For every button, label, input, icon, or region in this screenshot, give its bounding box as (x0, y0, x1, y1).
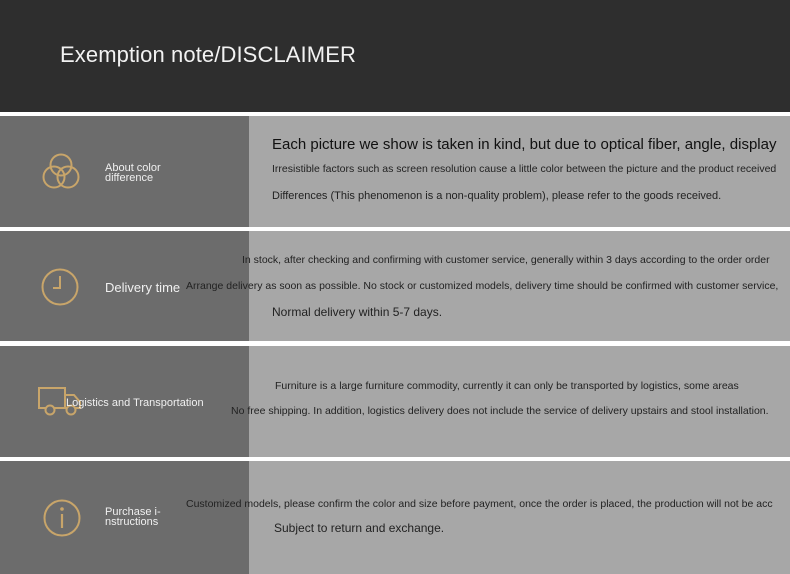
section-label: Logistics and Transportation (66, 397, 204, 409)
section-label: About color difference (105, 162, 161, 184)
section-color-difference (0, 116, 790, 227)
page-title: Exemption note/DISCLAIMER (60, 42, 356, 67)
section-text-line: Furniture is a large furniture commodity, currently it can only be transported by logistics, some areas (275, 380, 739, 392)
section-text-line: Differences (This phenomenon is a non-quality problem), please refer to the goods received. (272, 190, 722, 202)
section-text-line: Customized models, please confirm the color and size before payment, once the order is placed, the production will not be acc (186, 498, 773, 510)
section-logistics (0, 346, 790, 457)
section-text-line: No free shipping. In addition, logistics delivery does not include the service of delivery upstairs and stool installation. (231, 405, 769, 417)
section-delivery-time (0, 231, 790, 341)
section-text-line: Irresistible factors such as screen resolution cause a little color between the picture and the product received (272, 163, 777, 175)
section-text-line: Subject to return and exchange. (274, 521, 445, 535)
section-label: Delivery time (105, 280, 181, 295)
section-text-line: Arrange delivery as soon as possible. No stock or customized models, delivery time should be confirmed with customer service, (186, 280, 779, 292)
clock-icon (41, 268, 79, 306)
section-label: Purchase i- nstructions (105, 506, 161, 528)
info-icon (42, 498, 82, 538)
color-circles-icon (40, 152, 82, 192)
section-text-line: Each picture we show is taken in kind, but due to optical fiber, angle, display (272, 136, 777, 153)
section-purchase-instructions (0, 461, 790, 574)
section-text-line: In stock, after checking and confirming with customer service, generally within 3 days according to the order order (242, 254, 770, 266)
page-header (0, 0, 790, 112)
section-text-line: Normal delivery within 5-7 days. (272, 305, 443, 319)
